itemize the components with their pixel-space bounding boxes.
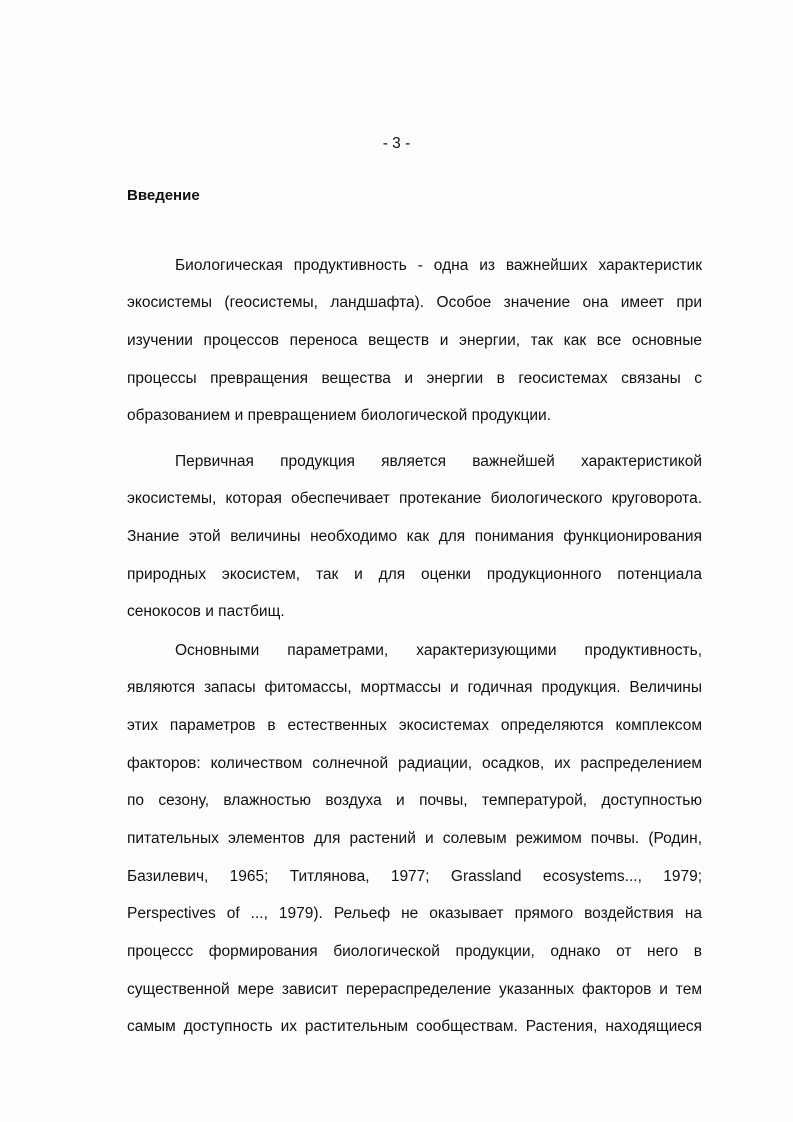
paragraph-3-line-2: являются запасы фитомассы, мортмассы и годичная продукция. Величины bbox=[127, 679, 702, 696]
paragraph-2-line-3: Знание этой величины необходимо как для понимания функционирования bbox=[127, 528, 702, 545]
paragraph-3-line-3: этих параметров в естественных экосистемах определяются комплексом bbox=[127, 717, 702, 734]
paragraph-3-line-4: факторов: количеством солнечной радиации, осадков, их распределением bbox=[127, 755, 702, 772]
paragraph-3-line-8: Perspectives of ..., 1979). Рельеф не оказывает прямого воздействия на bbox=[127, 905, 702, 922]
paragraph-3-line-10: существенной мере зависит перераспределение указанных факторов и тем bbox=[127, 981, 702, 998]
paragraph-3-line-5: по сезону, влажностью воздуха и почвы, температурой, доступностью bbox=[127, 792, 702, 809]
paragraph-1-line-2: экосистемы (геосистемы, ландшафта). Особое значение она имеет при bbox=[127, 294, 702, 311]
paragraph-3-line-6: питательных элементов для растений и солевым режимом почвы. (Родин, bbox=[127, 830, 702, 847]
paragraph-2-line-2: экосистемы, которая обеспечивает протекание биологического круговорота. bbox=[127, 490, 702, 507]
paragraph-3-line-7: Базилевич, 1965; Титлянова, 1977; Grassland ecosystems..., 1979; bbox=[127, 868, 702, 885]
paragraph-1-line-5: образованием и превращением биологической продукции. bbox=[127, 407, 551, 424]
paragraph-1-line-3: изучении процессов переноса веществ и энергии, так как все основные bbox=[127, 332, 702, 349]
paragraph-1-line-4: процессы превращения вещества и энергии в геосистемах связаны с bbox=[127, 370, 702, 387]
section-title: Введение bbox=[127, 187, 200, 204]
paragraph-3-line-9: процессс формирования биологической продукции, однако от него в bbox=[127, 943, 702, 960]
paragraph-2-line-4: природных экосистем, так и для оценки продукционного потенциала bbox=[127, 566, 702, 583]
paragraph-2-line-5: сенокосов и пастбищ. bbox=[127, 603, 285, 620]
paragraph-2-line-1: Первичная продукция является важнейшей характеристикой bbox=[175, 453, 702, 470]
paragraph-3-line-11: самым доступность их растительным сообществам. Растения, находящиеся bbox=[127, 1018, 702, 1035]
paragraph-3-line-1: Основными параметрами, характеризующими продуктивность, bbox=[175, 642, 702, 659]
paragraph-1-line-1: Биологическая продуктивность - одна из важнейших характеристик bbox=[175, 257, 702, 274]
page-number: - 3 - bbox=[382, 135, 411, 152]
